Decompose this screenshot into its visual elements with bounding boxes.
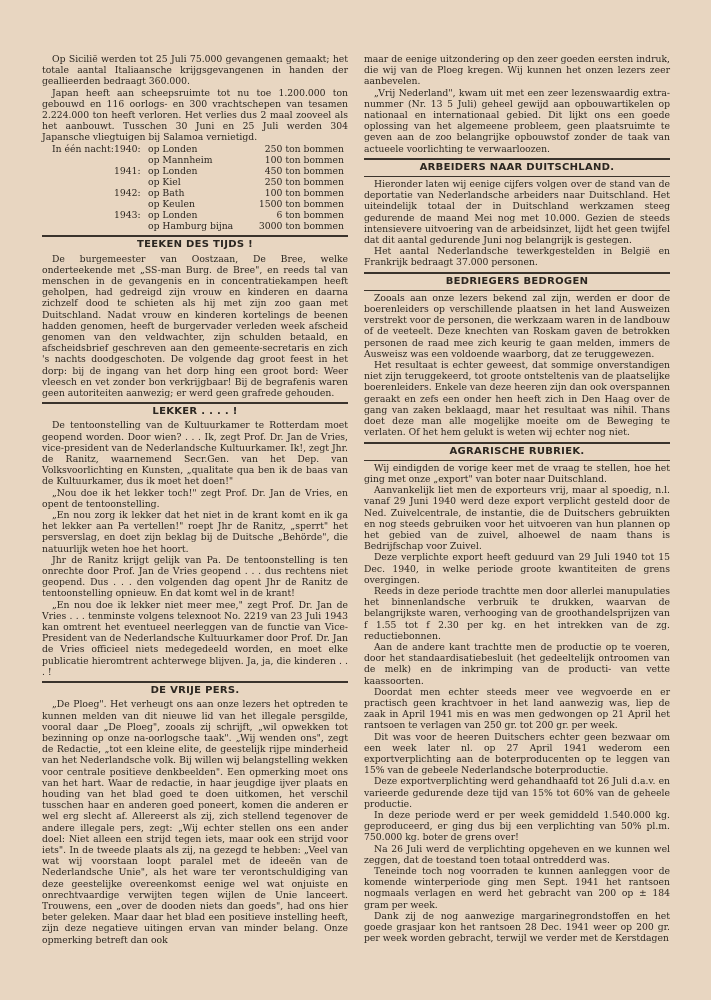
table-row [42,155,348,166]
intro-paragraph: Japan heeft aan scheepsruimte tot nu toe 1.200.000 ton gebouwd en 116 oorlogs- en 300 vrachtschepen van tesamen 2.224.000 ton heeft verloren. Het verlies dus 2 maal zooveel als het aanbouwt. Tusschen 30 Juni en 25 Juli werden 304 Japansche vliegtuigen bij Salamoa vernietigd. [42,87,348,144]
section-title-teeken: TEEKEN DES TIJDS ! [137,239,253,251]
bombing-year [114,155,148,166]
article-paragraph: Aan de andere kant trachtte men de productie op te voeren, door het standaardisatiebesluit (het gedeeltelijk ontroomen van de melk) en de inkrimping van de producti- van vette kaassoorten. [364,641,670,687]
article-paragraph: Deze exportverplichting werd gehandhaafd tot 26 Juli d.a.v. en varieerde gedurende deze tijd van 15% tot 60% van de geheele productie. [364,776,670,810]
bombing-place: op Bath [148,188,185,199]
table-row [42,177,348,188]
table-row [42,221,348,232]
section-divider [42,402,348,404]
bombing-amount: 3000 ton bommen [258,221,344,233]
bombing-amount: 6 ton bommen [276,210,344,222]
table-row [42,188,348,199]
section-title-arbeiders: ARBEIDERS NAAR DUITSCHLAND. [419,161,615,173]
section-title-vrije-pers: DE VRIJE PERS. [150,685,240,697]
table-row [42,144,348,155]
right-column [364,54,670,944]
article-paragraph: „En nou doe ik lekker niet meer mee," zegt Prof. Dr. Jan de Vries . . . tenminste volgens telexnoot No. 2219 van 23 Juli 1943 kan omtrent het eventueel neerleggen van de functie van Vice-President van de Nederlandsche Kultuurkamer door Prof. Dr. Jan de Vries officieel niets medegedeeld worden, en moet elke publicatie hieromtrent achterwege blijven. Ja, ja, die kinderen . . . ! [42,599,348,678]
article-paragraph: „De Ploeg". Het verheugt ons aan onze lezers het optreden te kunnen melden van dit nieuwe lid van het illegale persgilde, vooral daar „De Ploeg", zooals zij schrijft, „wil opwekken tot bezinning op onze na-oorlogsche taak". „Wij wenden ons", zegt de Redactie, „tot een kleine elite, de geestelijk rijpe minderheid van het Nederlandsche volk. Bij willen wij belangstelling wekken voor centrale positieve denkbeelden". Een opmerking moet ons van het hart. Waar de redactie, in haar jeugdige ijver plaats en houding van het blad goed te doen uitkomen, het verschil tusschen haar en anderen goed poneert, komen die anderen er wel erg slecht af. Allereerst als zij, zich stellend tegenover de andere illegale pers, zegt: „Wij echter stellen ons een ander doel: Niet alleen een strijd tegen iets, maar ook een strijd voor iets". In de tweede plaats als zij, na gezegd te hebben: „Veel van wat wij voorstaan loopt paralel met de ideeën van de Nederlandsche Unie", als het ware ter verontschuldiging van deze geestelijke overeenkomst eenige wel wat onjuiste en onrechtvaardige verwijten tegen wijlen de Unie lanceert. Trouwens, een „over de dooden niets dan goeds", had ons hier beter geleken. Maar daar het blad een positieve instelling heeft, zijn deze negatieve uitingen ervan van minder belang. Onze opmerking betreft dan ook [42,699,348,946]
bombing-year: 1941: [114,165,141,177]
bombing-year [114,199,148,210]
bombing-place: op Londen [148,143,198,155]
bombing-intro: In één nacht: [52,143,114,155]
section-divider [364,460,670,461]
section-title-lekker: LEKKER . . . . ! [152,406,238,418]
section-divider [364,442,670,444]
section-divider [364,158,670,160]
bombing-amount: 100 ton bommen [264,188,344,199]
article-paragraph: Deze verplichte export heeft geduurd van 29 Juli 1940 tot 15 Dec. 1940, in welke periode groote kwantiteiten de grens overgingen. [364,552,670,586]
article-paragraph: Wij eindigden de vorige keer met de vraag te stellen, hoe het ging met onze „export" van boter naar Duitschland. [364,462,670,485]
table-row [42,199,348,210]
bombing-place: op Londen [148,210,198,222]
article-paragraph: „Vrij Nederland", kwam uit met een zeer lezenswaardig extra-nummer (Nr. 13 5 Juli) geheel gewijd aan opbouwartikelen op nationaal en internationaal gebied. Dit lijkt ons een goede oplossing van het algemeene probleem, geen plaatsruimte te geven aan de zoo belangrijke opbouwstof zonder de taak van actueele voorlichting te verwaarloozen. [364,87,670,155]
article-paragraph: Het resultaat is echter geweest, dat sommige onverstandigen niet zijn teruggekeerd, tot groote ontsteltenis van de plaatselijke boerenleiders. Enkele van deze heeren zijn dan ook overspannen geraakt en zefs een onder hen heeft zich in Den Haag over de gang van zaken beklaagd, maar het resultaat was nihil. Thans doet deze man alle mogelijke moeite om de Beweging te verlaten. Of het hem gelukt is weten wij echter nog niet. [364,360,670,439]
article-paragraph: Hieronder laten wij eenige cijfers volgen over de stand van de deportatie van Nederlandsche arbeiders naar Duitschland. Het uiteindelijk totaal der in Duitschland werkzamen steeg gedurende de maand Mei nog met 10.000. Gezien de steeds intensievere uitvoering van de arbeidsinzet, lijdt het geen twijfel dat dit aantal gedurende Juni nog belangrijk is gestegen. [364,179,670,247]
bombing-year [114,221,148,232]
article-paragraph: De tentoonstelling van de Kultuurkamer te Rotterdam moet geopend worden. Door wien? . . . Ik, zegt Prof. Dr. Jan de Vries, vice-president van de Nederlandsche Kultuurkamer. Ik!, zegt Jhr. de Ranitz, waarnemend Secr.Gen. van het Dep. van Volksvoorlichting en Kunsten, „qualitate qua ben ik de baas van de Kultuurkamer, dus ik moet het doen!" [42,420,348,488]
section-divider [42,681,348,683]
bombing-place: op Keulen [148,199,195,211]
bombing-amount: 1500 ton bommen [258,199,344,211]
article-paragraph: De burgemeester van Oostzaan, De Bree, welke onderteekende met „SS-man Burg. de Bree", en reeds tal van menschen in de gevangenis en in concentratiekampen heeft geholpen, had gedreigd zijn vrouw en kinderen en daarna zichzelf dood te schieten als hij met zijn zoo gaan met Duitschland. Nadat vrouw en kinderen kortelings de beenen hadden genomen, heeft de burgervader verleden week afscheid genomen van den veldwachter, zijn schulden betaald, en afscheidsbrief geschreven aan den gemeente-secretaris en zich 's nachts doodgeschoten. De volgende dag groot feest in het dorp: bij de ingang van het dorp hing een groot bord: Weer vleesch en vet zonder bon verkrijgbaar! Bij de begrafenis waren geen autoriteiten aanwezig; er werd geen grafrede gehouden. [42,253,348,400]
bombing-amount: 250 ton bommen [264,143,344,155]
bombing-year: 1943: [114,210,141,222]
article-paragraph: maar de eenige uitzondering op den zeer goeden eersten indruk, die wij van de Ploeg kregen. Wij kunnen het onzen lezers zeer aanbevelen. [364,54,670,88]
intro-paragraph: Op Sicilië werden tot 25 Juli 75.000 gevangenen gemaakt; het totale aantal Italiaansche krijgsgevangenen in handen der geallieerden bedraagt 360.000. [42,54,348,88]
table-row [42,210,348,221]
bombing-place: op Mannheim [148,154,213,166]
article-paragraph: Het aantal Nederlandsche tewerkgestelden in België en Frankrijk bedraagt 37.000 personen. [364,246,670,269]
article-paragraph: Dit was voor de heeren Duitschers echter geen bezwaar om een week later nl. op 27 April 1941 wederom een exportverplichting aan de boterproducenten op te leggen van 15% van de gebeele Nederlandsche boterproductie. [364,731,670,777]
left-column [42,54,348,946]
bombing-amount: 450 ton bommen [264,165,344,177]
bombing-year: 1942: [114,188,141,199]
bombing-amount: 100 ton bommen [264,154,344,166]
article-paragraph: Reeds in deze periode trachtte men door allerlei manupulaties het binnenlandsche verbruik te drukken, waarvan de belangrijkste waren, verhooging van de groothandelsprijzen van f 1.55 tot f 2.30 per kg. en het intrekken van de zg. reductiebonnen. [364,585,670,642]
article-paragraph: „En nou zorg ik lekker dat het niet in de krant komt en ik ga het lekker aan Pa vertellen!" roept Jhr de Ranitz, „sperrt" het persverslag, en doet zijn beklag bij de Duitsche „Behörde", die natuurlijk weten hoe het hoort. [42,510,348,555]
article-paragraph: Zooals aan onze lezers bekend zal zijn, werden er door de boerenleiders op verschillende plaatsen in het land Ausweizen verstrekt voor de personen, die werkzaam waren in de landbouw of de veeteelt. Deze knechten van Roskam gaven de betrokken personen de raad mee zich keurig te gaan melden, immers de Ausweisz was een voldoende waarborg, dat ze teruggewezen. [364,292,670,360]
section-divider [364,290,670,291]
article-paragraph: Doordat men echter steeds meer vee wegvoerde en er practisch geen krachtvoer in het land aanwezig was, liep de zaak in April 1941 mis en was men gedwongen op 21 April het rantsoen te verlagen van 250 gr. tot 200 gr. per week. [364,686,670,732]
article-paragraph: „Nou doe ik het lekker toch!" zegt Prof. Dr. Jan de Vries, en opent de tentoonstelling. [42,487,348,510]
bombing-place: op Kiel [148,176,181,188]
section-divider [42,235,348,237]
bombing-year: 1940: [114,143,141,155]
bombing-place: op Londen [148,165,198,177]
article-paragraph: Dank zij de nog aanwezige margarinegrondstoffen en het goede grasjaar kon het rantsoen 28 Dec. 1941 weer op 200 gr. per week worden gebracht, terwijl we verder met de Kerstdagen [364,910,670,945]
bombing-amount: 250 ton bommen [264,176,344,188]
section-title-bedriegers: BEDRIEGERS BEDROGEN [445,275,589,287]
bombing-place: op Hamburg bijna [148,221,234,233]
article-paragraph: Aanvankelijk liet men de exporteurs vrij, maar al spoedig, n.l. vanaf 29 Juni 1940 werd deze export verplicht gesteld door de Ned. Zuivelcentrale, de instantie, die de Duitschers gebruikten en nog steeds gebruiken voor het uitvoeren van hun plannen op het gebied van de zuivel, alhoewel de naam thans is Bedrijfschap voor Zuivel. [364,485,670,553]
article-paragraph: Jhr de Ranitz krijgt gelijk van Pa. De tentoonstelling is ten onrechte door Prof. Jan de Vries geopend . . . dus rechtens niet geopend. Dus . . . den volgenden dag opent Jhr de Ranitz de tentoonstelling opnieuw. En dat komt wel in de krant! [42,554,348,600]
article-paragraph: Teneinde toch nog voorraden te kunnen aanleggen voor de komende winterperiode ging men Sept. 1941 het rantsoen nogmaals verlagen en werd het gebracht van 200 op ± 184 gram per week. [364,866,670,911]
article-paragraph: In deze periode werd er per week gemiddeld 1.540.000 kg. geproduceerd, er ging dus bij een verplichting van 50% pl.m. 750.000 kg. boter de grens over! [364,810,670,844]
article-paragraph: Na 26 Juli werd de verplichting opgeheven en we kunnen wel zeggen, dat de toestand toen totaal ontredderd was. [364,843,670,866]
section-divider [364,272,670,274]
section-title-agrarische: AGRARISCHE RUBRIEK. [449,445,585,457]
table-row [42,166,348,177]
bombing-table [42,144,348,233]
section-divider [364,176,670,177]
bombing-year [114,177,148,188]
